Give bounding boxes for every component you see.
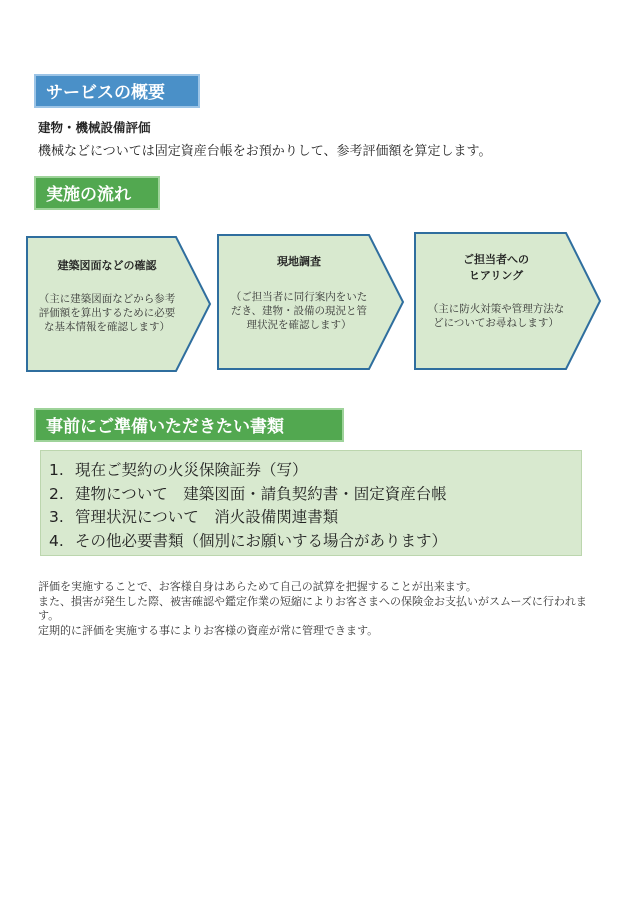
item-text: 管理状況について 消火設備関連書類: [75, 508, 339, 526]
flow-step-title: 建築図面などの確認: [57, 259, 157, 272]
item-text: その他必要書類（個別にお願いする場合があります）: [75, 531, 448, 550]
flow-step-title: 現地調査: [277, 255, 321, 268]
item-number: 3.: [49, 508, 64, 526]
documents-heading: 事前にご準備いただきたい書類: [34, 408, 344, 442]
flow-step-body: （ご担当者に同行案内をいただき、建物・設備の現況と管理状況を確認します）: [230, 291, 368, 331]
flow-step-1: [26, 236, 212, 372]
list-item: [49, 530, 581, 554]
list-item: [49, 506, 581, 530]
item-text: 現在ご契約の火災保険証券（写）: [75, 461, 308, 479]
flow-step-2: [217, 234, 405, 370]
item-number: 2.: [49, 484, 64, 503]
flow-step-body: （主に建築図面などから参考評価額を算出するために必要な基本情報を確認します）: [38, 293, 176, 333]
documents-list-box: [40, 450, 582, 556]
flow-heading: 実施の流れ: [34, 176, 160, 210]
notes: [38, 580, 593, 638]
item-text: 建物について 建築図面・請負契約書・固定資産台帳: [75, 484, 447, 503]
flow-step-body: （主に防火対策や管理方法などについてお尋ねします）: [427, 303, 565, 329]
overview-subtitle: 建物・機械設備評価: [38, 120, 151, 135]
note-paragraph: また、損害が発生した際、被害確認や鑑定作業の短縮によりお客さまへの保険金お支払いがスムーズに行われます。: [38, 594, 587, 622]
overview-text: 機械などについては固定資産台帳をお預かりして、参考評価額を算定します。: [38, 144, 492, 159]
item-number: 4.: [49, 531, 64, 550]
documents-list: [41, 451, 581, 553]
list-item: [49, 483, 581, 507]
flow-step-3: [414, 232, 602, 370]
note-paragraph: 定期的に評価を実施する事によりお客様の資産が常に管理できます。: [38, 623, 379, 637]
overview-heading: サービスの概要: [34, 74, 200, 108]
note-paragraph: 評価を実施することで、お客様自身はあらためて自己の試算を把握することが出来ます。: [38, 580, 477, 593]
flow-step-title: ご担当者への ヒアリング: [463, 253, 529, 282]
item-number: 1.: [49, 461, 64, 479]
list-item: [49, 459, 581, 483]
